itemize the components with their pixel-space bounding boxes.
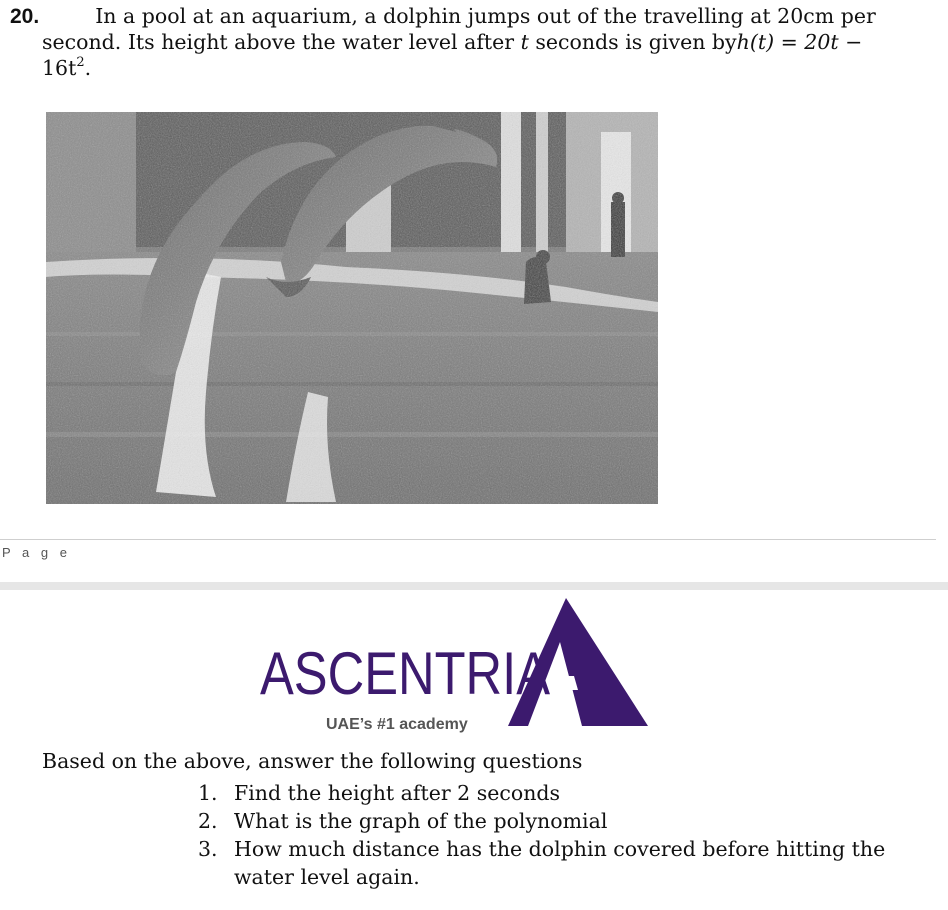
height-formula: h(t) = 20t − bbox=[736, 30, 863, 54]
variable-t: t bbox=[520, 30, 529, 54]
item-number: 1. bbox=[198, 781, 218, 805]
dolphin-photo bbox=[46, 112, 658, 504]
question-number: 20. bbox=[10, 5, 40, 28]
item-number: 3. bbox=[198, 837, 218, 861]
question-line-1 bbox=[10, 3, 876, 30]
list-item bbox=[198, 807, 918, 835]
item-text: What is the graph of the polynomial bbox=[234, 809, 608, 833]
question-text-part: seconds is given by bbox=[528, 30, 737, 54]
question-text-part: second. Its height above the water level after bbox=[42, 30, 521, 54]
item-text: How much distance has the dolphin covered before hitting the water level again. bbox=[234, 837, 886, 889]
page-separator bbox=[0, 582, 948, 590]
page-label: P a g e bbox=[2, 545, 71, 560]
height-formula-cont: 16t bbox=[42, 56, 77, 80]
period: . bbox=[84, 56, 92, 80]
question-line-2 bbox=[42, 29, 862, 55]
instructions-intro: Based on the above, answer the following questions bbox=[42, 749, 583, 773]
question-line-3 bbox=[42, 55, 91, 81]
question-text-line-1: In a pool at an aquarium, a dolphin jumps out of the travelling at 20cm per bbox=[95, 4, 876, 28]
list-item bbox=[198, 779, 918, 807]
footer-divider bbox=[0, 539, 936, 540]
list-item bbox=[198, 835, 918, 891]
ascentria-logo bbox=[260, 598, 650, 738]
svg-text:ASCENTRIA: ASCENTRIA bbox=[260, 640, 550, 707]
exponent: 2 bbox=[76, 55, 85, 71]
question-list bbox=[198, 779, 918, 891]
svg-text:UAE’s #1 academy: UAE’s #1 academy bbox=[326, 716, 468, 733]
item-number: 2. bbox=[198, 809, 218, 833]
item-text: Find the height after 2 seconds bbox=[234, 781, 561, 805]
